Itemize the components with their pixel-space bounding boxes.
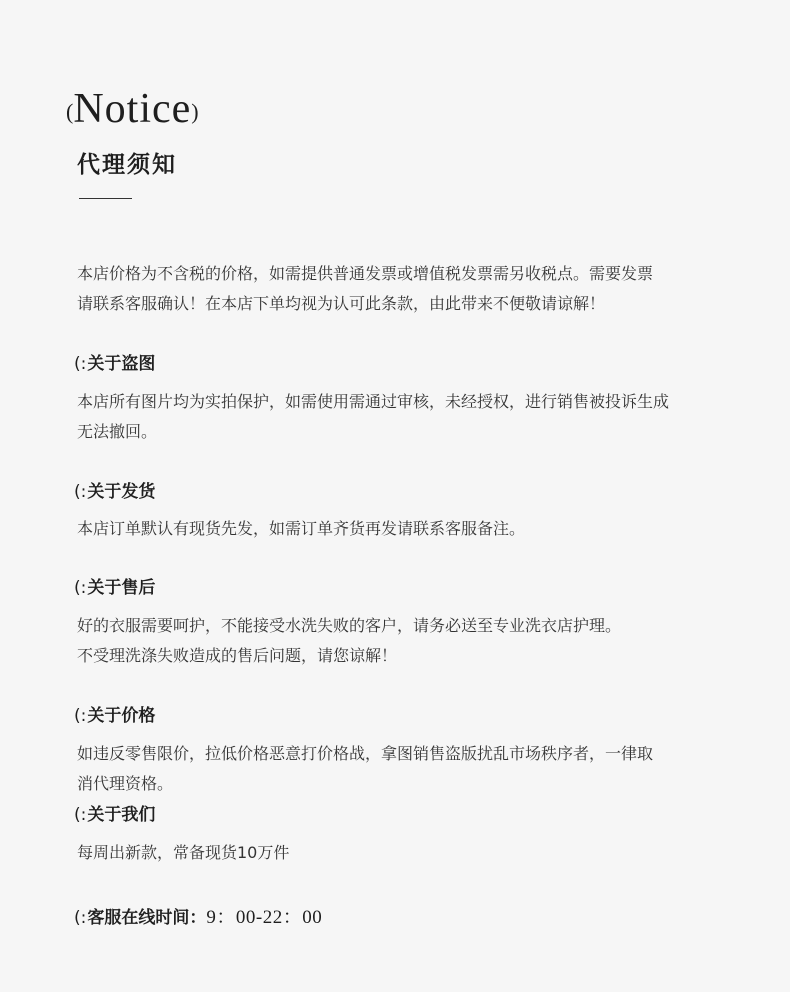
- section-line: 消代理资格。: [77, 774, 174, 793]
- service-hours-label: 客服在线时间：: [87, 908, 207, 928]
- section-line: 不受理洗涤失败造成的售后问题，请您谅解！: [77, 646, 398, 665]
- section-line: 好的衣服需要呵护，不能接受水洗失败的客户，请务必送至专业洗衣店护理。: [77, 616, 622, 635]
- section-heading-image-theft: [74, 352, 155, 376]
- section-heading-label: 关于售后: [87, 578, 156, 598]
- section-heading-pricing: [74, 704, 155, 728]
- section-heading-label: 关于我们: [87, 805, 156, 825]
- service-hours-value: 9：00-22：00: [206, 907, 323, 928]
- section-line: 无法撤回。: [77, 422, 158, 441]
- section-bullet: (:: [74, 354, 87, 374]
- section-body-image-theft: [77, 387, 727, 447]
- section-heading-after-sales: [74, 576, 155, 600]
- section-body-shipping: [77, 514, 727, 544]
- section-body-after-sales: [77, 611, 727, 671]
- section-heading-label: 关于发货: [87, 482, 156, 502]
- intro-paragraph: [77, 259, 727, 319]
- notice-word: Notice: [73, 86, 192, 132]
- section-bullet: (:: [74, 908, 87, 928]
- section-bullet: (:: [74, 482, 87, 502]
- section-heading-shipping: [74, 480, 155, 504]
- section-bullet: (:: [74, 706, 87, 726]
- section-line: 如违反零售限价，拉低价格恶意打价格战，拿图销售盗版扰乱市场秩序者，一律取: [77, 744, 654, 763]
- section-heading-label: 关于盗图: [87, 354, 156, 374]
- notice-heading: [66, 88, 199, 130]
- intro-line: 请联系客服确认！在本店下单均视为认可此条款，由此带来不便敬请谅解！: [77, 294, 606, 313]
- section-line: 本店订单默认有现货先发，如需订单齐货再发请联系客服备注。: [77, 519, 526, 538]
- section-heading-label: 关于价格: [87, 706, 156, 726]
- section-body-pricing: [77, 739, 727, 799]
- notice-open-paren: (: [66, 99, 74, 124]
- notice-close-paren: ): [191, 99, 199, 124]
- section-heading-about-us: [74, 803, 155, 827]
- section-line: 每周出新款，常备现货10万件: [77, 843, 290, 862]
- intro-line: 本店价格为不含税的价格，如需提供普通发票或增值税发票需另收税点。需要发票: [77, 264, 654, 283]
- section-bullet: (:: [74, 578, 87, 598]
- section-bullet: (:: [74, 805, 87, 825]
- section-line: 本店所有图片均为实拍保护，如需使用需通过审核，未经授权，进行销售被投诉生成: [77, 392, 670, 411]
- service-hours: [74, 906, 322, 930]
- page-title: 代理须知: [77, 152, 177, 178]
- section-body-about-us: [77, 838, 727, 868]
- title-divider: [79, 198, 132, 199]
